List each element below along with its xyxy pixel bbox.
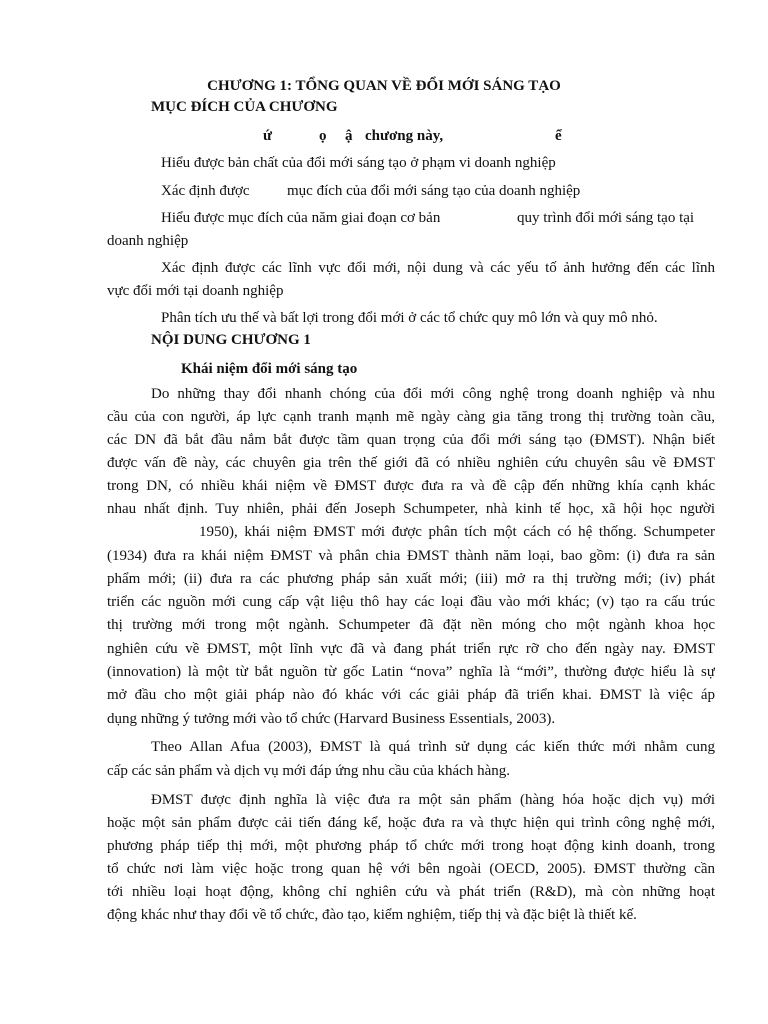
intro-fragment: chương này, xyxy=(365,128,444,144)
intro-fragment: ể xyxy=(555,128,562,144)
paragraph-line: các DN đã bắt đầu nắm bắt được tầm quan trọng của đổi mới sáng tạo (ĐMST). Nhận biết xyxy=(107,432,715,448)
paragraph-line: triển các nguồn mới cung cấp vật liệu thô hay các loại đầu vào mới khác; (v) tạo ra cấu trúc xyxy=(107,594,715,610)
objective-line: Hiểu được bản chất của đổi mới sáng tạo ở phạm vi doanh nghiệp xyxy=(161,155,556,171)
paragraph-line: ĐMST được định nghĩa là việc đưa ra một sản phẩm (hàng hóa hoặc dịch vụ) mới xyxy=(151,792,715,808)
paragraph-line: hoặc một sản phẩm được cải tiến đáng kể, hoặc đưa ra và thực hiện qui trình công nghệ mới, xyxy=(107,815,715,831)
paragraph-line: được vấn đề này, các chuyên gia trên thế giới đã có nhiều nghiên cứu chuyên sâu về ĐMST xyxy=(107,455,715,471)
section-heading: Khái niệm đổi mới sáng tạo xyxy=(181,361,358,377)
objective-line: mục đích của đổi mới sáng tạo của doanh nghiệp xyxy=(287,183,581,199)
paragraph-line: 1950), khái niệm ĐMST mới được phân tích một cách có hệ thống. Schumpeter xyxy=(199,524,715,540)
paragraph-line: mở đầu cho một giải pháp nào đó khác với các giải pháp đã triển khai. ĐMST là việc áp xyxy=(107,687,715,703)
chapter-title: CHƯƠNG 1: TỔNG QUAN VỀ ĐỔI MỚI SÁNG TẠO xyxy=(207,78,561,94)
paragraph-line: dụng những ý tưởng mới vào tổ chức (Harvard Business Essentials, 2003). xyxy=(107,711,556,727)
paragraph-line: tổ chức nơi làm việc hoặc trong quan hệ với bên ngoài (OECD, 2005). ĐMST thường cần xyxy=(107,861,715,877)
paragraph-line: cầu của con người, áp lực cạnh tranh mạnh mẽ ngày càng gia tăng trong thị trường toàn cầu, xyxy=(107,409,715,425)
paragraph-line: nghiên cứu về ĐMST, một lĩnh vực đã và đang phát triển rực rỡ cho đến ngày nay. ĐMST xyxy=(107,641,715,657)
paragraph-line: Do những thay đổi nhanh chóng của đổi mới công nghệ trong doanh nghiệp và nhu xyxy=(151,386,715,402)
objective-line: Hiểu được mục đích của năm giai đoạn cơ bản xyxy=(161,210,441,226)
paragraph-line: cấp các sản phẩm và dịch vụ mới đáp ứng nhu cầu của khách hàng. xyxy=(107,763,511,779)
objective-line: doanh nghiệp xyxy=(107,233,189,249)
purpose-heading: MỤC ĐÍCH CỦA CHƯƠNG xyxy=(151,99,338,115)
objective-line: Xác định được các lĩnh vực đổi mới, nội dung và các yếu tố ảnh hưởng đến các lĩnh xyxy=(161,260,715,276)
paragraph-line: Theo Allan Afua (2003), ĐMST là quá trình sử dụng các kiến thức mới nhằm cung xyxy=(151,739,715,755)
objective-line: Phân tích ưu thế và bất lợi trong đổi mới ở các tổ chức quy mô lớn và quy mô nhỏ. xyxy=(161,310,658,326)
paragraph-line: (innovation) là một từ bắt nguồn từ gốc Latin “nova” nghĩa là “mới”, thường được hiểu là sự xyxy=(107,664,715,680)
paragraph-line: phương pháp tiếp thị mới, một phương pháp tổ chức mới trong hoạt động kinh doanh, trong xyxy=(107,838,715,854)
paragraph-line: phẩm mới; (ii) đưa ra các phương pháp sản xuất mới; (iii) mở ra thị trường mới; (iv) phát xyxy=(107,571,715,587)
objective-line: Xác định được xyxy=(161,183,250,199)
paragraph-line: tới nhiều loại hoạt động, không chỉ nghiên cứu và phát triển (R&D), mà còn những hoạt xyxy=(107,884,715,900)
paragraph-line: thị trường mới trong một ngành. Schumpeter đã đặt nền móng cho một ngành khoa học xyxy=(107,617,715,633)
paragraph-line: (1934) đưa ra khái niệm ĐMST và phân chia ĐMST thành năm loại, bao gồm: (i) đưa ra sản xyxy=(107,548,715,564)
paragraph-line: động khác như thay đổi về tổ chức, đào tạo, kiểm nghiệm, tiếp thị và đặc biệt là thiết kế. xyxy=(107,907,637,923)
paragraph-line: trong DN, có nhiều khái niệm về ĐMST được đưa ra và đề cập đến những khía cạnh khác xyxy=(107,478,715,494)
paragraph-line: nhau nhất định. Tuy nhiên, phải đến Joseph Schumpeter, nhà kinh tế học, xã hội học người xyxy=(107,501,715,517)
intro-fragment: ậ xyxy=(345,128,353,144)
content-heading: NỘI DUNG CHƯƠNG 1 xyxy=(151,332,311,348)
objective-line: quy trình đổi mới sáng tạo tại xyxy=(517,210,695,226)
objective-line: vực đổi mới tại doanh nghiệp xyxy=(107,283,284,299)
intro-fragment: ứ xyxy=(263,128,273,144)
intro-fragment: ọ xyxy=(319,128,327,144)
